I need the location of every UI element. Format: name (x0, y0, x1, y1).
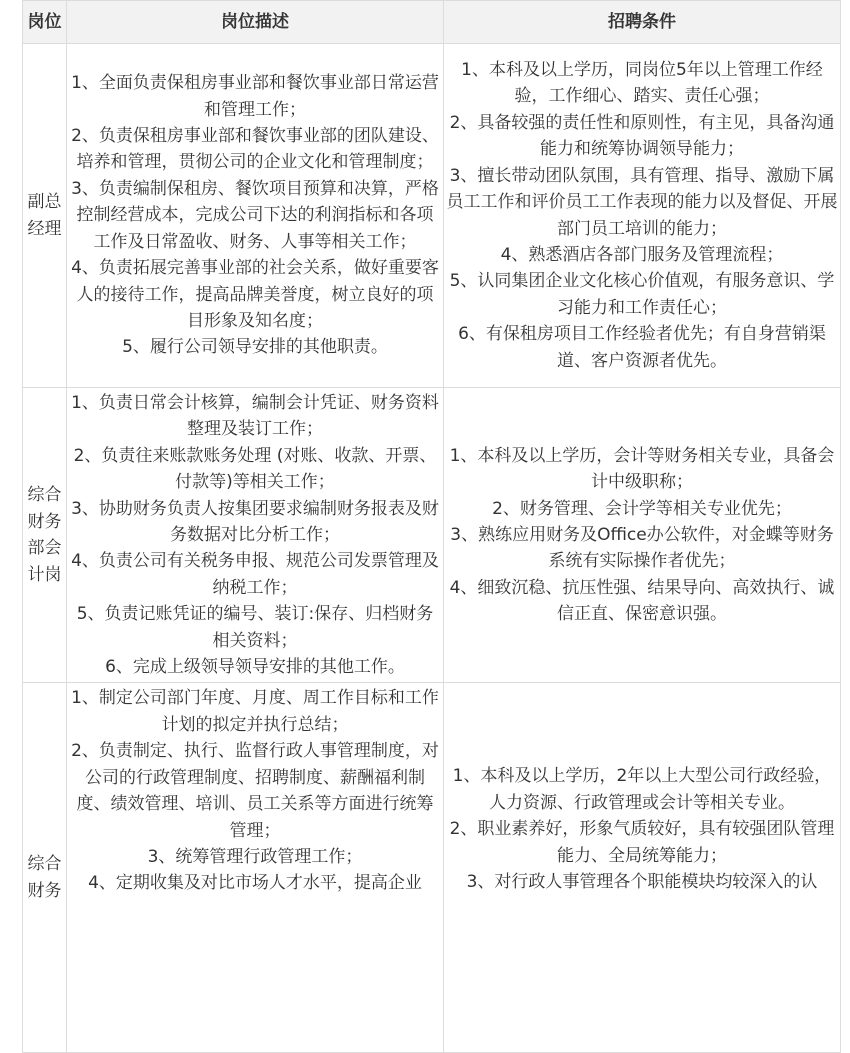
description-item: 4、定期收集及对比市场人才水平，提高企业 (88, 873, 422, 894)
job-table (22, 0, 841, 1053)
description-item: 6、完成上级领导领导安排的其他工作。 (105, 657, 405, 678)
description-item: 1、制定公司部门年度、月度、周工作目标和工作计划的拟定并执行总结； (71, 688, 439, 735)
description-cell (67, 388, 444, 683)
requirement-item: 4、熟悉酒店各部门服务及管理流程； (500, 244, 784, 265)
description-item: 1、负责日常会计核算，编制会计凭证、财务资料整理及装订工作； (71, 393, 439, 440)
position-cell: 综合财务部会计岗 (23, 388, 67, 683)
description-item: 3、统筹管理行政管理工作； (147, 846, 363, 867)
job-table-container (22, 0, 840, 1053)
requirement-item: 1、本科及以上学历，2年以上大型公司行政经验，人力资源、行政管理或会计等相关专业。 (452, 766, 832, 813)
requirement-item: 3、擅长带动团队氛围，具有管理、指导、激励下属员工工作和评价员工工作表现的能力以及督促、开展部门员工培训的能力； (446, 165, 838, 239)
header-position: 岗位 (23, 1, 67, 44)
requirement-item: 5、认同集团企业文化核心价值观，有服务意识、学习能力和工作责任心； (449, 271, 835, 318)
description-item: 5、履行公司领导安排的其他职责。 (122, 337, 388, 358)
description-item: 2、负责制定、执行、监督行政人事管理制度，对公司的行政管理制度、招聘制度、薪酬福利制度、绩效管理、培训、员工关系等方面进行统筹管理； (71, 741, 439, 841)
description-cell (67, 683, 444, 1053)
header-requirements: 招聘条件 (444, 1, 841, 44)
requirement-item: 3、对行政人事管理各个职能模块均较深入的认 (466, 872, 818, 893)
requirements-cell (444, 388, 841, 683)
position-cell: 副总经理 (23, 44, 67, 388)
description-item: 3、协助财务负责人按集团要求编制财务报表及财务数据对比分析工作； (71, 498, 439, 546)
table-header-row (23, 1, 841, 44)
requirement-item: 4、细致沉稳、抗压性强、结果导向、高效执行、诚信正直、保密意识强。 (449, 577, 835, 625)
header-description: 岗位描述 (67, 1, 444, 44)
table-row (23, 44, 841, 388)
requirement-item: 1、本科及以上学历，会计等财务相关专业，具备会计中级职称； (449, 445, 835, 493)
description-item: 3、负责编制保租房、餐饮项目预算和决算，严格控制经营成本，完成公司下达的利润指标和各项工作及日常盈收、财务、人事等相关工作； (71, 178, 439, 252)
position-cell: 综合财务 (23, 683, 67, 1053)
description-item: 1、全面负责保租房事业部和餐饮事业部日常运营和管理工作； (71, 73, 439, 120)
requirement-item: 2、职业素养好，形象气质较好，具有较强团队管理能力、全局统筹能力； (449, 819, 835, 866)
description-item: 4、负责公司有关税务申报、规范公司发票管理及纳税工作； (71, 551, 439, 598)
description-item: 5、负责记账凭证的编号、装订:保存、归档财务相关资料； (76, 604, 434, 651)
table-row (23, 683, 841, 1053)
description-item: 4、负责拓展完善事业部的社会关系，做好重要客人的接待工作，提高品牌美誉度，树立良好的项目形象及知名度； (71, 258, 439, 331)
table-row (23, 388, 841, 683)
description-item: 2、负责保租房事业部和餐饮事业部的团队建设、培养和管理，贯彻公司的企业文化和管理制度； (71, 126, 439, 173)
requirements-cell (444, 44, 841, 388)
requirement-item: 2、财务管理、会计学等相关专业优先； (492, 498, 792, 519)
requirement-item: 6、有保租房项目工作经验者优先；有自身营销渠道、客户资源者优先。 (458, 324, 826, 371)
requirement-item: 2、具备较强的责任性和原则性，有主见，具备沟通能力和统筹协调领导能力； (449, 112, 835, 160)
description-item: 2、负责往来账款账务处理 (对账、收款、开票、付款等)等相关工作； (73, 445, 437, 493)
requirement-item: 1、本科及以上学历，同岗位5年以上管理工作经验，工作细心、踏实、责任心强； (461, 60, 823, 107)
requirement-item: 3、熟练应用财务及Office办公软件，对金蝶等财务系统有实际操作者优先； (450, 525, 834, 572)
description-cell (67, 44, 444, 388)
requirements-cell (444, 683, 841, 1053)
